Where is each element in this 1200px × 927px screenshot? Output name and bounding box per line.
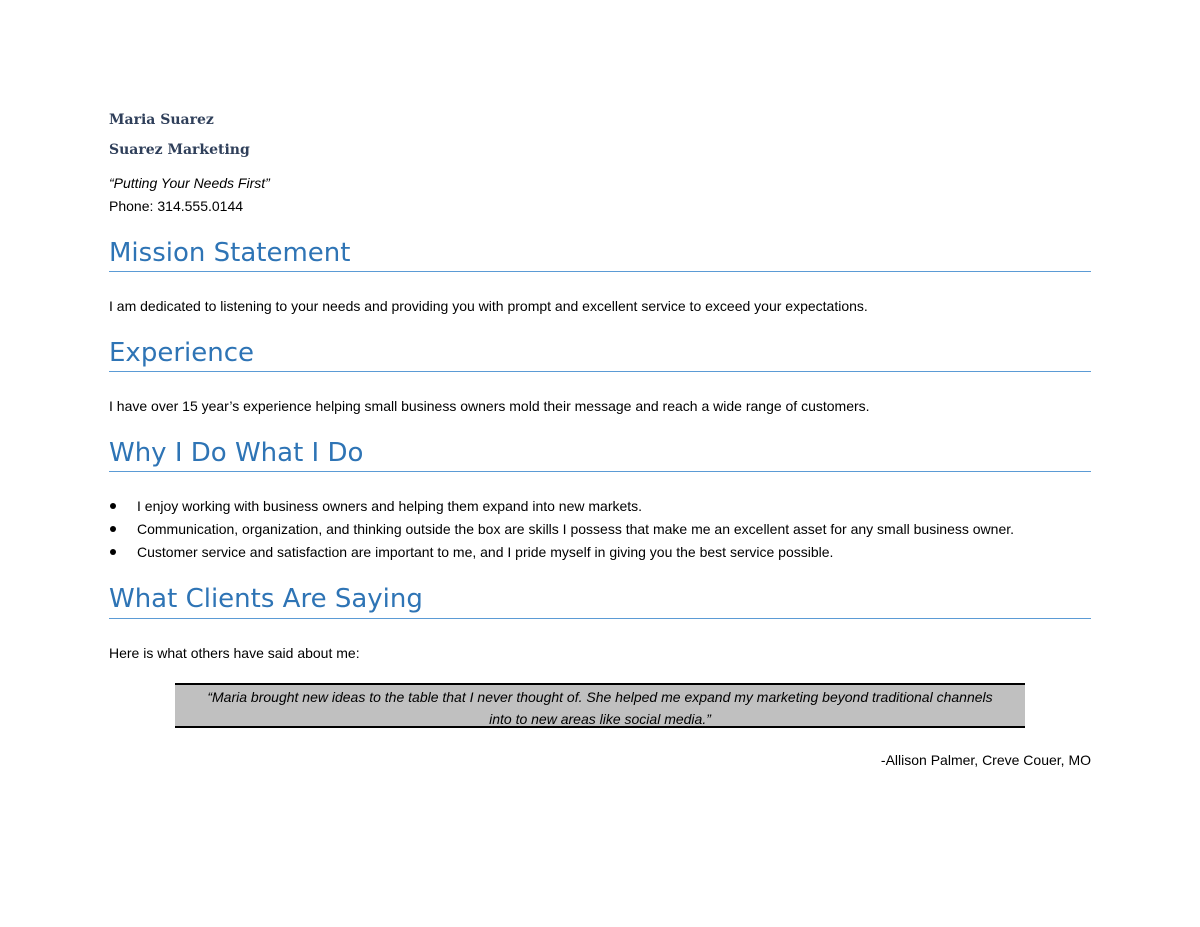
experience-rule (109, 371, 1091, 372)
list-item (109, 520, 1014, 543)
phone-number: 314.555.0144 (157, 198, 244, 214)
clients-heading: What Clients Are Saying (109, 584, 423, 614)
testimonial-quote-box (175, 683, 1025, 728)
why-bullet-list (109, 497, 1014, 566)
why-rule (109, 471, 1091, 472)
bullet-icon (110, 503, 116, 509)
phone-label: Phone: (109, 198, 154, 214)
bullet-text: I enjoy working with business owners and helping them expand into new markets. (137, 498, 643, 514)
mission-rule (109, 271, 1091, 272)
testimonial-attribution: -Allison Palmer, Creve Couer, MO (880, 752, 1091, 768)
quote-line-1: “Maria brought new ideas to the table that I never thought of. She helped me expand my marketing beyond traditional channels (207, 689, 993, 705)
bullet-text: Communication, organization, and thinking outside the box are skills I possess that make me an excellent asset for any small business owner. (137, 521, 1015, 537)
mission-heading: Mission Statement (109, 238, 351, 268)
document-page (109, 0, 1091, 927)
list-item (109, 543, 1014, 566)
bullet-icon (110, 526, 116, 532)
tagline: “Putting Your Needs First” (109, 175, 270, 191)
clients-rule (109, 618, 1091, 619)
contact-company: Suarez Marketing (109, 142, 250, 158)
bullet-text: Customer service and satisfaction are important to me, and I pride myself in giving you the best service possible. (137, 544, 834, 560)
experience-heading: Experience (109, 338, 254, 368)
contact-name: Maria Suarez (109, 112, 214, 128)
clients-intro: Here is what others have said about me: (109, 645, 360, 661)
experience-text: I have over 15 year’s experience helping small business owners mold their message and reach a wide range of customers. (109, 398, 870, 414)
phone-line (109, 198, 243, 214)
bullet-icon (110, 549, 116, 555)
mission-text: I am dedicated to listening to your needs and providing you with prompt and excellent service to exceed your expectations. (109, 298, 868, 314)
quote-line-2: into to new areas like social media.” (489, 711, 711, 727)
list-item (109, 497, 1014, 520)
why-heading: Why I Do What I Do (109, 438, 364, 468)
